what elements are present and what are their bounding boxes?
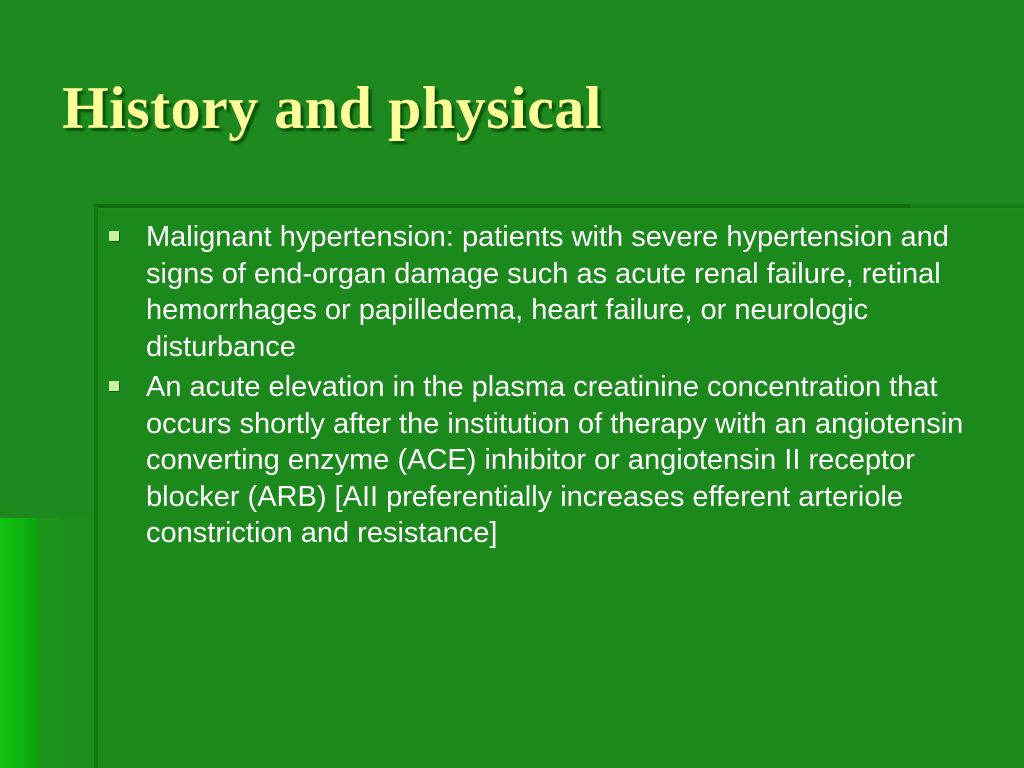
slide-title: History and physical xyxy=(62,75,603,141)
decorative-panel-edge xyxy=(98,208,1024,210)
square-bullet-icon xyxy=(109,381,119,391)
bullet-text: Malignant hypertension: patients with severe hypertension and signs of end-organ damage such as acute renal failure, retinal hemorrhages or papilledema, heart failure, or neurologic disturbance xyxy=(146,221,949,363)
decorative-left-strip xyxy=(0,518,38,768)
bullet-list xyxy=(104,219,1004,556)
bullet-text: An acute elevation in the plasma creatinine concentration that occurs shortly after the institution of therapy with an angiotensin converting enzyme (ACE) inhibitor or angiotensin II receptor blocker (ARB) [AII preferentially increases efferent arteriole constriction and resistance] xyxy=(146,371,964,549)
bullet-item-malignant-hypertension xyxy=(104,219,1004,365)
square-bullet-icon xyxy=(109,231,119,241)
bullet-item-creatinine-elevation xyxy=(104,369,1004,552)
